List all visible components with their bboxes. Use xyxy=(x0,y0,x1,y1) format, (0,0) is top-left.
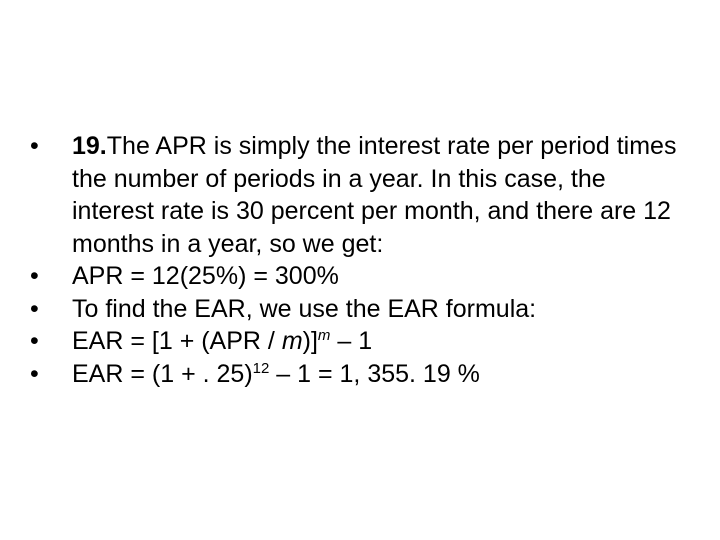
bullet-icon: • xyxy=(30,132,39,160)
problem-number: 19. xyxy=(72,132,107,160)
apr-explanation-text: The APR is simply the interest rate per period times the number of periods in a year. In this case, the interest rate is 30 percent per month, and there are 12 months in a year, so we get: xyxy=(72,132,677,258)
ear-formula-suffix: – 1 xyxy=(330,327,373,355)
apr-calculation-text: APR = 12(25%) = 300% xyxy=(72,262,339,290)
ear-result-suffix: – 1 = 1, 355. 19 % xyxy=(269,359,480,388)
ear-formula-m: m xyxy=(281,327,303,355)
bullet-item-apr-calculation xyxy=(30,260,680,293)
bullet-icon: • xyxy=(30,294,39,323)
bullet-icon: • xyxy=(30,262,39,290)
bullet-item-ear-result xyxy=(30,358,680,391)
ear-formula-prefix: EAR = [1 + (APR / xyxy=(72,327,282,355)
ear-result-exponent: 12 xyxy=(252,359,270,377)
ear-intro-text: To find the EAR, we use the EAR formula: xyxy=(72,294,537,323)
ear-result-prefix: EAR = (1 + . 25) xyxy=(72,359,253,388)
bullet-item-apr-explanation xyxy=(30,130,680,260)
bullet-item-ear-intro xyxy=(30,293,680,326)
bullet-item-ear-formula xyxy=(30,325,680,358)
bullet-icon: • xyxy=(30,327,39,355)
bullet-icon: • xyxy=(30,359,39,388)
ear-formula-mid: )] xyxy=(302,327,318,355)
bullet-list xyxy=(30,130,680,390)
ear-formula-exponent: m xyxy=(317,327,331,344)
